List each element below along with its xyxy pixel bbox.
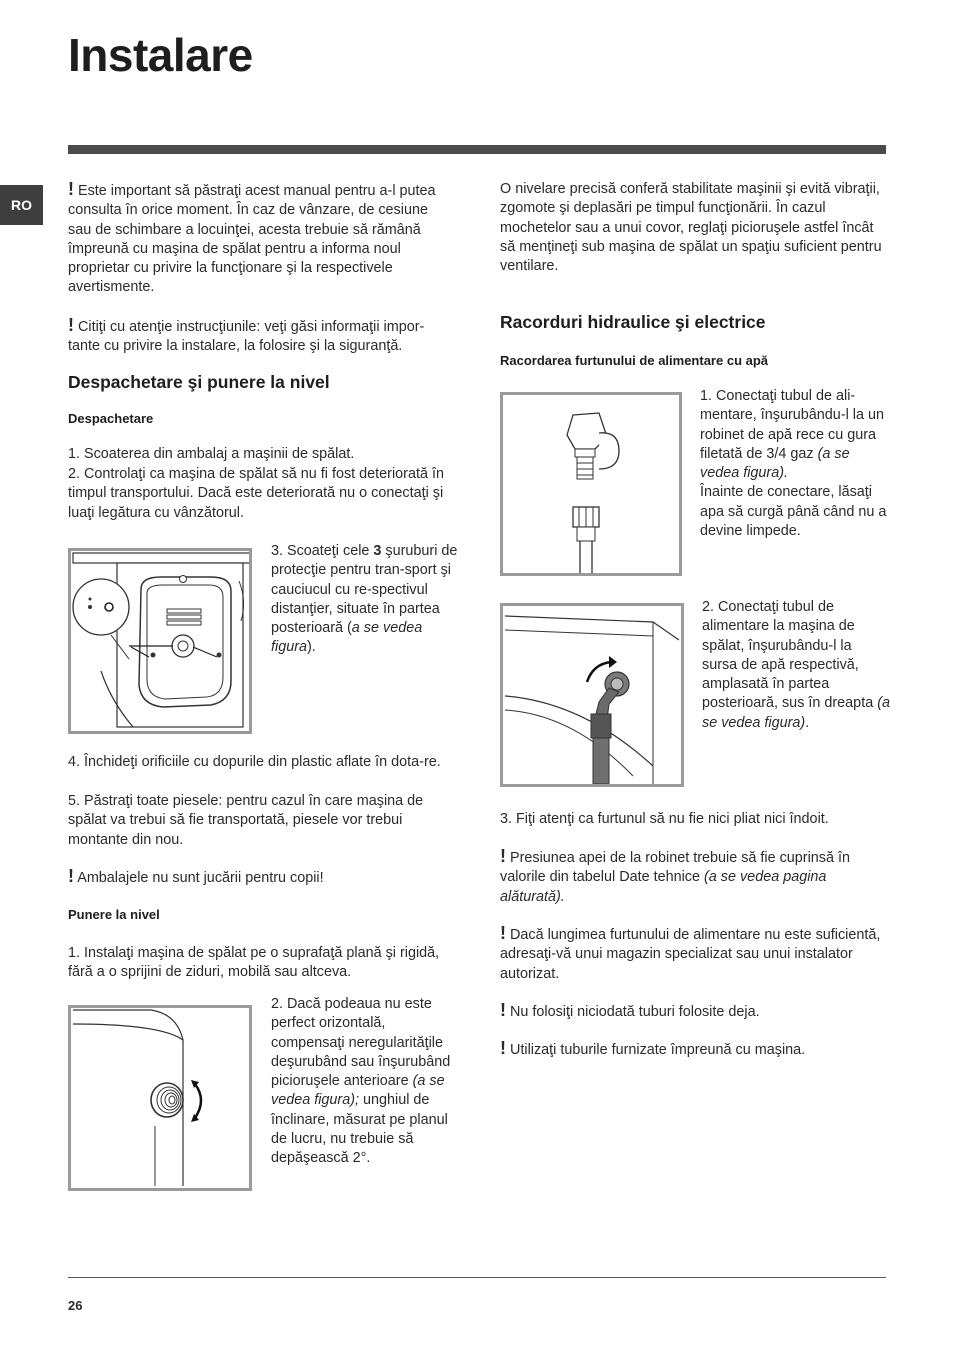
page-title: Instalare xyxy=(68,29,253,81)
leveling-foot-illustration xyxy=(71,1008,249,1188)
warning-paragraph: ! Presiunea apei de la robinet trebuie să fie cuprinsă în valorile din tabelul Date tehnice (a se vedea pagina alăturată). xyxy=(500,846,850,905)
warning-paragraph: ! Dacă lungimea furtunului de alimentare nu este suficientă, adresaţi-vă unui magazin specializat sau unui instalator autorizat. xyxy=(500,923,881,982)
title-divider xyxy=(68,145,886,154)
warning-paragraph: ! Citiţi cu atenţie instrucţiunile: veţi găsi informaţii impor-tante cu privire la instalare, la folosire şi la siguranţă. xyxy=(68,315,425,355)
warning-icon: ! xyxy=(68,866,74,886)
step-text: 3. Scoateţi cele 3 şuruburi de protecţie pentru tran-sport şi cauciucul cu re-spectivul distanţier, situate în partea posterioară (a se vedea figura). xyxy=(271,543,458,656)
leveling-foot-figure xyxy=(68,1005,252,1191)
step-text: 2. Controlaţi ca maşina de spălat să nu fi fost deteriorată în timpul transportului. Dacă este deteriorată nu o conectaţi şi luaţi legătura cu vânzătorul. xyxy=(68,466,444,521)
tap-connection-illustration xyxy=(503,395,679,573)
step-text: 3. Fiţi atenţi ca furtunul să nu fie nici pliat nici îndoit. xyxy=(500,811,829,827)
step-text: 2. Dacă podeaua nu este perfect orizontală, compensaţi neregularităţile deşurubând sau înşurubând picioruşele anterioare (a se vedea figura); unghiul de înclinare, măsurat pe planul de lucru, nu trebuie să depăşească 2°. xyxy=(271,996,451,1167)
warning-icon: ! xyxy=(500,846,506,866)
subsection-heading: Racordarea furtunului de alimentare cu apă xyxy=(500,353,769,368)
subsection-heading: Despachetare xyxy=(68,411,154,426)
warning-icon: ! xyxy=(68,179,74,199)
warning-paragraph: ! Utilizaţi tuburile furnizate împreună cu maşina. xyxy=(500,1038,806,1058)
language-tab: RO xyxy=(0,185,43,225)
inlet-connection-figure xyxy=(500,603,684,787)
washer-back-figure xyxy=(68,548,252,734)
footer-divider xyxy=(68,1277,886,1278)
tap-connection-figure xyxy=(500,392,682,576)
warning-icon: ! xyxy=(500,1000,506,1020)
page-number: 26 xyxy=(68,1298,83,1313)
warning-icon: ! xyxy=(500,923,506,943)
intro-paragraph: O nivelare precisă conferă stabilitate maşinii şi evită vibraţii, zgomote şi deplasări pe timpul funcţionării. În cazul mochetelor sau a unui covor, reglaţi picioruşele astfel încât să menţineţi sub maşina de spălat un spaţiu suficient pentru ventilare. xyxy=(500,181,882,275)
warning-icon: ! xyxy=(68,315,74,335)
step-text: 2. Conectaţi tubul de alimentare la maşina de spălat, înşurubându-l la sursa de apă respectivă, amplasată în partea posterioară, sus în dreapta (a se vedea figura). xyxy=(702,599,890,731)
step-text: 1. Scoaterea din ambalaj a maşinii de spălat. xyxy=(68,446,355,462)
warning-paragraph: ! Ambalajele nu sunt jucării pentru copii! xyxy=(68,866,324,886)
step-text: 1. Instalaţi maşina de spălat pe o suprafaţă plană şi rigidă, fără a o sprijini de ziduri, mobilă sau altceva. xyxy=(68,945,440,981)
step-text: 4. Închideţi orificiile cu dopurile din plastic aflate în dota-re. xyxy=(68,754,441,770)
inlet-connection-illustration xyxy=(503,606,681,784)
warning-paragraph: ! Nu folosiţi niciodată tuburi folosite deja. xyxy=(500,1000,760,1020)
section-heading: Racorduri hidraulice şi electrice xyxy=(500,312,766,332)
washer-back-illustration xyxy=(71,551,249,731)
warning-icon: ! xyxy=(500,1038,506,1058)
section-heading: Despachetare şi punere la nivel xyxy=(68,372,330,392)
warning-paragraph: ! Este important să păstraţi acest manual pentru a-l putea consulta în orice moment. În caz de vânzare, de cesiune sau de schimbare a locuinţei, acesta trebuie să rămână împreună cu maşina de spălat pentru a informa noul proprietar cu privire la funcţionare şi la respectivele avertismente. xyxy=(68,179,436,296)
step-text: 5. Păstraţi toate piesele: pentru cazul în care maşina de spălat va trebui să fie transportată, piesele vor trebui montante din nou. xyxy=(68,793,424,848)
step-text: 1. Conectaţi tubul de ali-mentare, înşurubându-l la un robinet de apă rece cu gura filetată de 3/4 gaz (a se vedea figura). Înainte de conectare, lăsaţi apa să curgă până când nu a devine limpede. xyxy=(700,388,887,540)
subsection-heading: Punere la nivel xyxy=(68,907,160,922)
